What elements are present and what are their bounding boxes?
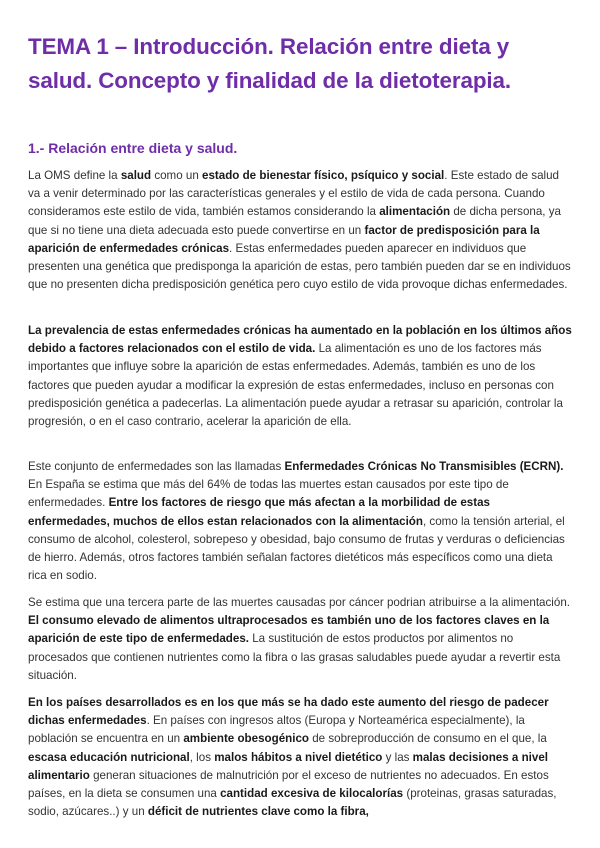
bold-text-run: El consumo elevado de alimentos ultraprocesados es también uno de los factores claves en la aparición de este tipo de enfermedades. (28, 614, 550, 646)
paragraph-2 (28, 322, 572, 431)
bold-text-run: Entre los factores de riesgo que más afectan a la morbilidad de estas enfermedades, muchos de ellos estan relacionados con la alimentación (28, 496, 491, 528)
text-run: . En países con ingresos altos (Europa y Norteamérica especialmente), la población se encuentra en un (28, 714, 525, 746)
text-run: Se estima que una tercera parte de las muertes causadas por cáncer podrian atribuirse a la alimentación. (28, 596, 570, 609)
text-run: La OMS define la (28, 169, 121, 182)
page-title: TEMA 1 – Introducción. Relación entre dieta y salud. Concepto y finalidad de la dietoterapia. (28, 34, 512, 93)
text-run: En España se estima que más del 64% de todas las muertes estan causados por este tipo de enfermedades. (28, 478, 509, 510)
bold-text-run: En los países desarrollados es en los que más se ha dado este aumento del riesgo de padecer dichas enfermedades (28, 696, 549, 728)
text-run: . Este estado de salud va a venir determinado por las características generales y el estilo de vida de cada persona. Cuando consideramos este estilo de vida, también estamos considerando la (28, 169, 560, 219)
paragraph-4 (28, 594, 572, 685)
text-run: como un (151, 169, 203, 182)
text-run: de dicha persona, ya que si no tiene una dieta adecuada esto puede convertirse en un (28, 205, 561, 237)
text-run: y las (382, 750, 413, 764)
bold-text-run: ambiente obesogénico (183, 732, 309, 746)
text-run: . Estas enfermedades pueden aparecer en individuos que presenten una genética que predisponga la aparición de estas, pero también pueden dar se en individuos que no presenten dicha predisposición genética pero cuyo estilo de vida provoque dichas enfermedades. (28, 241, 571, 292)
bold-text-run: factor de predisposición para la aparición de enfermedades crónicas (28, 223, 540, 255)
text-run: de sobreproducción de consumo en el que, la (308, 732, 547, 746)
paragraph-1 (28, 167, 572, 294)
bold-text-run: malas decisiones a nivel alimentario (28, 750, 548, 782)
bold-text-run: Enfermedades Crónicas No Transmisibles (ECRN). (284, 460, 564, 473)
text-run: , los (189, 750, 215, 764)
text-run: Este conjunto de enfermedades son las llamadas (28, 460, 285, 473)
text-run: (proteinas, grasas saturadas, sodio, azúcares..) y un (28, 787, 557, 819)
bold-text-run: déficit de nutrientes clave como la fibra, (147, 805, 369, 819)
bold-text-run: cantidad excesiva de kilocalorías (220, 787, 404, 801)
bold-text-run: La prevalencia de estas enfermedades crónicas ha aumentado en la población en los últimos años debido a factores relacionados con el estilo de vida. (28, 324, 572, 356)
text-run: La alimentación es uno de los factores más importantes que influye sobre la aparición de estas enfermedades. Además, también es uno de los factores que pueden ayudar a modificar la expresión de estas enfermedades, incluso en personas con predisposición genética a padecerlas. La alimentación puede ayudar a retrasar su aparición, controlar la progresión, o en el caso contrario, acelerar la aparición de ella. (28, 342, 563, 429)
section-heading: 1.- Relación entre dieta y salud. (28, 140, 238, 156)
text-run: generan situaciones de malnutrición por el exceso de nutrientes no adecuados. En estos países, en la dieta se consumen una (28, 768, 549, 801)
text-run: , como la tensión arterial, el consumo de alcohol, colesterol, sobrepeso y obesidad, bajo consumo de frutas y verduras o deficiencias de hierro. Además, otros factores también señalan factores dietéticos más específicos como una dieta rica en sodio. (28, 514, 565, 583)
bold-text-run: escasa educación nutricional (28, 750, 190, 764)
bold-text-run: salud (120, 169, 152, 182)
bold-text-run: alimentación (379, 205, 451, 219)
paragraph-3 (28, 458, 572, 585)
bold-text-run: estado de bienestar físico, psíquico y social (202, 169, 445, 182)
bold-text-run: malos hábitos a nivel dietético (214, 750, 383, 764)
text-run: La sustitución de estos productos por alimentos no procesados que contienen nutrientes como la fibra o las grasas saludables puede ayudar a revertir esta situación. (28, 632, 561, 682)
paragraph-5 (28, 694, 572, 821)
